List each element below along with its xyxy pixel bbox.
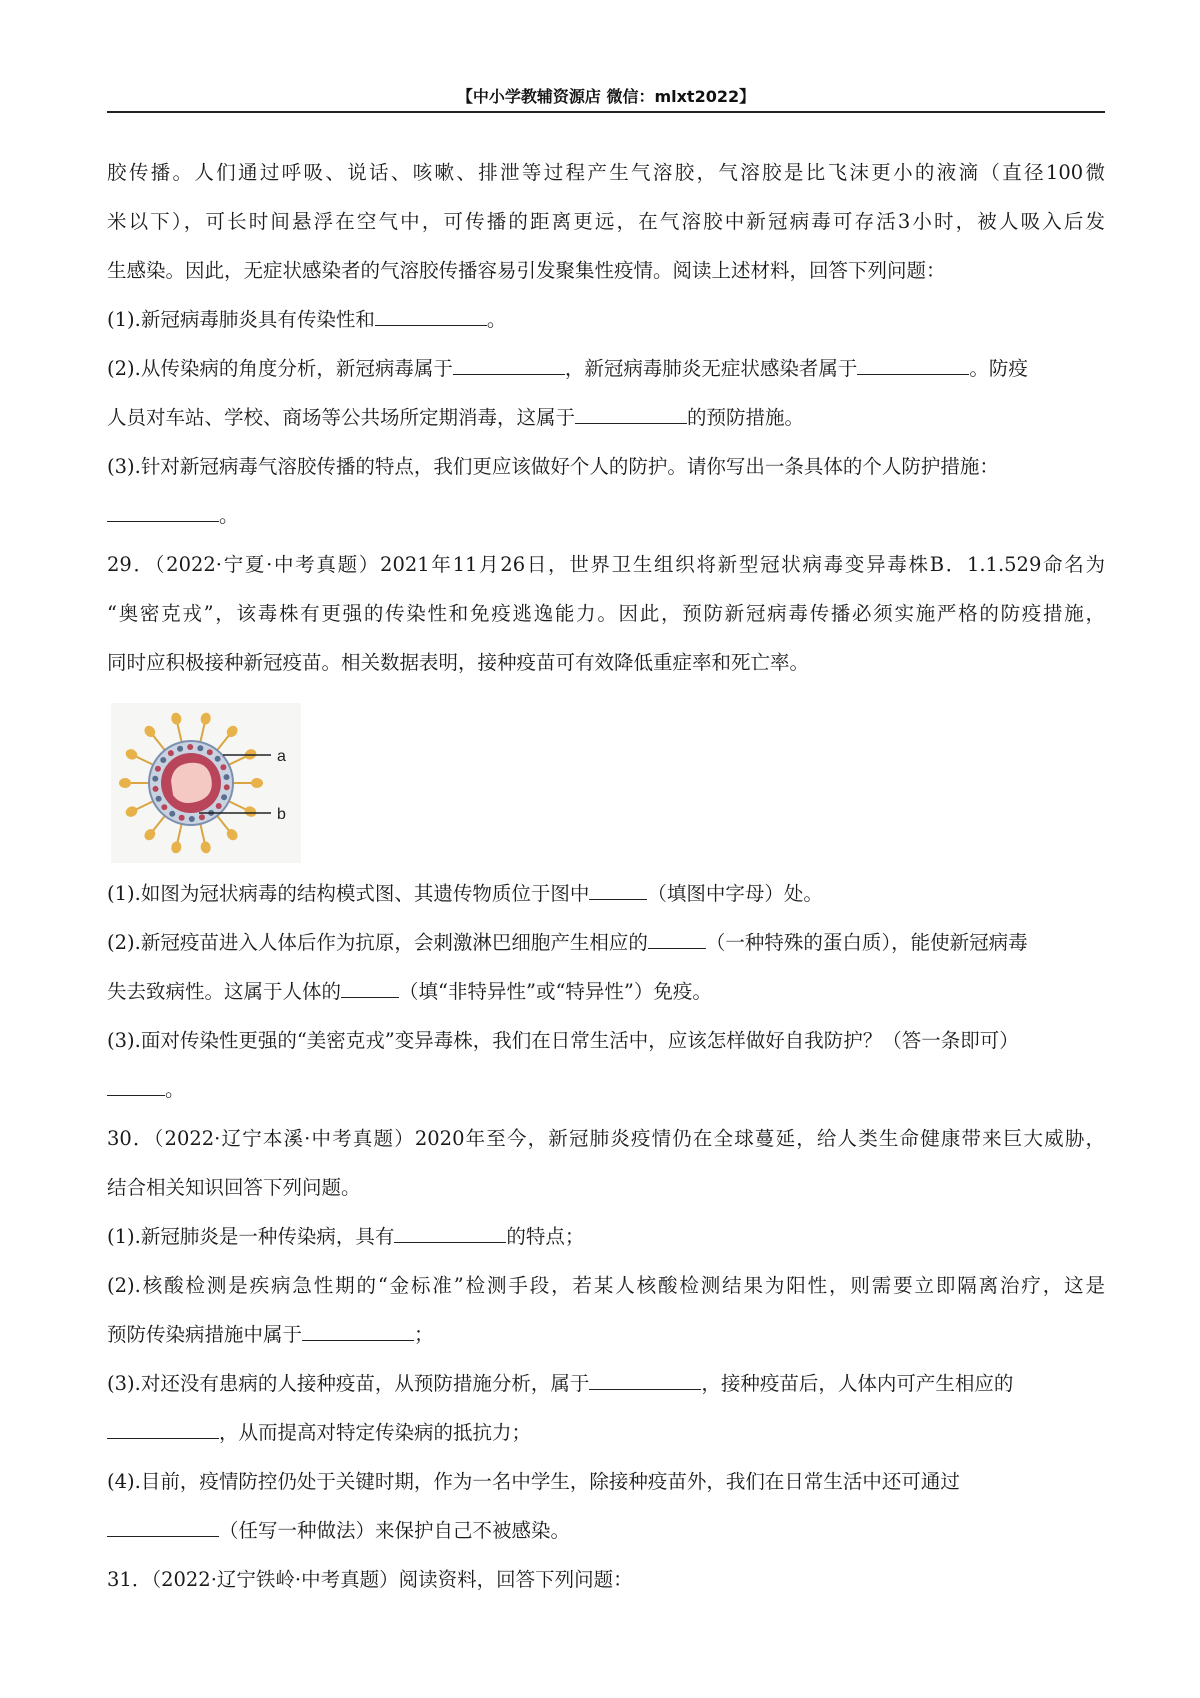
q29-subquestion-2-cont	[107, 967, 1105, 1016]
membrane-protein	[216, 803, 222, 809]
answer-blank[interactable]	[375, 307, 487, 326]
membrane-protein	[156, 796, 162, 802]
q28-sub2-line2-b: 的预防措施。	[687, 406, 805, 429]
q30-subquestion-2-cont	[107, 1310, 1105, 1359]
q28-sub2-text-b: ，新冠病毒肺炎无症状感染者属于	[564, 357, 858, 380]
answer-blank[interactable]	[302, 1322, 414, 1341]
membrane-protein	[207, 749, 213, 755]
q30-stem-line-1: 30．（2022·辽宁本溪·中考真题）2020年至今，新冠肺炎疫情仍在全球蔓延，给人类生命健康带来巨大威胁，	[107, 1127, 1105, 1150]
q30-sub1-text: (1).新冠肺炎是一种传染病，具有	[107, 1225, 395, 1248]
answer-blank[interactable]	[575, 405, 687, 424]
q29-sub2-line2-a: 失去致病性。这属于人体的	[107, 980, 342, 1003]
answer-blank[interactable]	[857, 356, 969, 375]
spike-head	[251, 778, 263, 788]
q28-sub2-text-c: 。防疫	[969, 357, 1028, 380]
answer-blank[interactable]	[107, 1518, 219, 1537]
q28-subquestion-1	[107, 295, 1105, 344]
q30-sub3-text-b: ，接种疫苗后，人体内可产生相应的	[701, 1372, 1014, 1395]
answer-blank[interactable]	[589, 881, 647, 900]
q28-subquestion-3-answer	[107, 491, 1105, 540]
q28-subquestion-2	[107, 344, 1105, 393]
answer-blank[interactable]	[394, 1224, 506, 1243]
membrane-protein	[199, 814, 205, 820]
q29-stem-line-2: “奥密克戎”，该毒株有更强的传染性和免疫逃逸能力。因此，预防新冠病毒传播必须实施严格的防疫措施，	[107, 602, 1105, 625]
q30-sub3-line2: ，从而提高对特定传染病的抵抗力；	[219, 1421, 532, 1444]
q28-sub2-line2-a: 人员对车站、学校、商场等公共场所定期消毒，这属于	[107, 406, 576, 429]
q30-sub1-end: 的特点；	[506, 1225, 585, 1248]
q30-sub2-line2-b: ；	[414, 1323, 434, 1346]
document-body	[107, 148, 1105, 1604]
q28-subquestion-2-cont	[107, 393, 1105, 442]
q30-subquestion-2: (2).核酸检测是疾病急性期的“金标准”检测手段，若某人核酸检测结果为阳性，则需要立即隔离治疗，这是	[107, 1274, 1105, 1297]
q29-subquestion-3: (3).面对传染性更强的“美密克戎”变异毒株，我们在日常生活中，应该怎样做好自我防护？（答一条即可）	[107, 1029, 1019, 1052]
q30-subquestion-3	[107, 1359, 1105, 1408]
figure-label-a: a	[277, 748, 286, 765]
answer-blank[interactable]	[341, 979, 399, 998]
q29-subquestion-3-answer	[107, 1065, 1105, 1114]
q28-subquestion-3: (3).针对新冠病毒气溶胶传播的特点，我们更应该做好个人的防护。请你写出一条具体的个人防护措施：	[107, 455, 999, 478]
coronavirus-structure-icon	[111, 703, 301, 863]
membrane-protein	[221, 794, 227, 800]
membrane-protein	[161, 804, 167, 810]
q28-paragraph-line-1: 胶传播。人们通过呼吸、说话、咳嗽、排泄等过程产生气溶胶，气溶胶是比飞沫更小的液滴（直径100微	[107, 161, 1105, 184]
q30-sub3-text-a: (3).对还没有患病的人接种疫苗，从预防措施分析，属于	[107, 1372, 590, 1395]
q29-sub1-end: （填图中字母）处。	[647, 882, 823, 905]
answer-blank[interactable]	[648, 930, 706, 949]
answer-blank[interactable]	[589, 1371, 701, 1390]
q28-paragraph-line-3: 生感染。因此，无症状感染者的气溶胶传播容易引发聚集性疫情。阅读上述材料，回答下列问题：	[107, 259, 946, 282]
q30-sub4-line2: （任写一种做法）来保护自己不被感染。	[219, 1519, 571, 1542]
q30-subquestion-4: (4).目前，疫情防控仍处于关键时期，作为一名中学生，除接种疫苗外，我们在日常生活中还可通过	[107, 1470, 960, 1493]
q29-sub3-end: 。	[165, 1078, 185, 1101]
q30-subquestion-1	[107, 1212, 1105, 1261]
q30-subquestion-3-cont	[107, 1408, 1105, 1457]
q29-stem-line-1: 29．（2022·宁夏·中考真题）2021年11月26日，世界卫生组织将新型冠状病毒变异毒株B．1.1.529命名为	[107, 553, 1105, 576]
membrane-protein	[152, 776, 158, 782]
membrane-protein	[189, 816, 195, 822]
answer-blank[interactable]	[107, 1077, 165, 1096]
membrane-protein	[197, 745, 203, 751]
page-header: 【中小学教辅资源店 微信：mlxt2022】	[456, 87, 756, 106]
membrane-protein	[224, 784, 230, 790]
header-divider	[107, 111, 1105, 113]
q28-sub3-end: 。	[219, 504, 239, 527]
answer-blank[interactable]	[453, 356, 565, 375]
membrane-protein	[187, 744, 193, 750]
answer-blank[interactable]	[107, 1420, 219, 1439]
q28-sub1-end: 。	[486, 308, 507, 331]
coronavirus-figure	[111, 703, 301, 863]
q29-subquestion-1	[107, 869, 1105, 918]
spike-head	[119, 778, 131, 788]
q30-subquestion-4-cont	[107, 1506, 1105, 1555]
q28-sub1-text: (1).新冠病毒肺炎具有传染性和	[107, 308, 375, 331]
membrane-protein	[220, 764, 226, 770]
q29-stem-line-3: 同时应积极接种新冠疫苗。相关数据表明，接种疫苗可有效降低重症率和死亡率。	[107, 651, 810, 674]
membrane-protein	[215, 756, 221, 762]
q28-sub2-text-a: (2).从传染病的角度分析，新冠病毒属于	[107, 357, 453, 380]
membrane-protein	[152, 786, 158, 792]
q30-sub2-line2-a: 预防传染病措施中属于	[107, 1323, 303, 1346]
membrane-protein	[168, 750, 174, 756]
q29-sub2-text-b: （一种特殊的蛋白质），能使新冠病毒	[705, 931, 1028, 954]
membrane-protein	[155, 766, 161, 772]
membrane-protein	[160, 757, 166, 763]
q29-sub2-line2-b: （填“非特异性”或“特异性”）免疫。	[399, 980, 712, 1003]
answer-blank[interactable]	[107, 503, 219, 522]
figure-label-b: b	[277, 806, 286, 823]
membrane-protein	[224, 774, 230, 780]
membrane-protein	[179, 815, 185, 821]
membrane-protein	[169, 811, 175, 817]
q29-sub2-text-a: (2).新冠疫苗进入人体后作为抗原，会刺激淋巴细胞产生相应的	[107, 931, 648, 954]
q28-paragraph-line-2: 米以下），可长时间悬浮在空气中，可传播的距离更远，在气溶胶中新冠病毒可存活3小时，被人吸入后发	[107, 210, 1105, 233]
q30-stem-line-2: 结合相关知识回答下列问题。	[107, 1176, 361, 1199]
q29-sub1-text: (1).如图为冠状病毒的结构模式图、其遗传物质位于图中	[107, 882, 590, 905]
q29-subquestion-2	[107, 918, 1105, 967]
q31-stem-line-1: 31．（2022·辽宁铁岭·中考真题）阅读资料，回答下列问题：	[107, 1568, 633, 1591]
core-rna	[171, 763, 212, 803]
membrane-protein	[177, 746, 183, 752]
